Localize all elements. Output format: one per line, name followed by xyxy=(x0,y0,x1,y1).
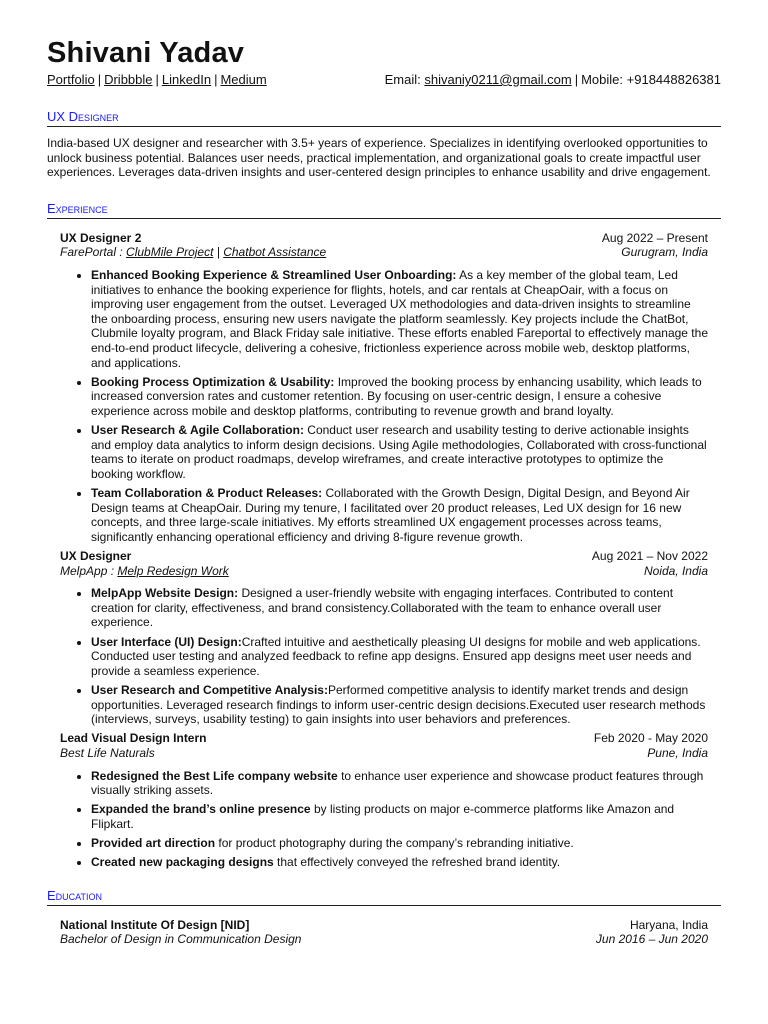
list-item: • User Research & Agile Collaboration: Conduct user research and usability testing to derive actionable insights and employ data analytics to inform design decisions. Using Agile methodologies, Collaborated with cross-functional teams to iterate on product roadmaps, develop wireframes, and create interactive prototypes to optimize the booking workflow. xyxy=(91,423,708,481)
job-company: MelpApp xyxy=(60,563,108,578)
summary-text: India-based UX designer and researcher with 3.5+ years of experience. Specializes in identifying overlooked opportunities to unlock business potential. Balances user needs, practical implementation, and organizational goals to create impactful user experiences. Leverages data-driven insights and user-centered design principles to enhance usability and drive engagement. xyxy=(47,136,711,180)
list-item: • Booking Process Optimization & Usability: Improved the booking process by enhancing usability, which leads to increased conversion rates and customer retention. By focusing on user-centric design, I ensure a cohesive experience across mobile and desktop platforms, contributing to revenue growth and brand loyalty. xyxy=(91,375,708,419)
education-entry xyxy=(47,918,721,947)
candidate-name: Shivani Yadav xyxy=(47,37,245,69)
project-link-chatbot[interactable]: Chatbot Assistance xyxy=(223,245,327,260)
list-item: • Team Collaboration & Product Releases: Collaborated with the Growth Design, Digital Design, and Beyond Air Design teams at CheapOair. During my tenure, I facilitated over 20 product releases, Led UX design for 16 new concepts, and three large-scale initiatives. My efforts streamlined UX engagement processes across teams, significantly enhancing operational efficiency and driving 8-figure revenue growth. xyxy=(91,486,708,544)
list-item: • User Interface (UI) Design:Crafted intuitive and aesthetically pleasing UI designs for mobile and web applications. Conducted user testing and analyzed feedback to refine app designs. Ensured app designs meet user needs and provide a seamless experience. xyxy=(91,635,708,679)
medium-link[interactable]: Medium xyxy=(220,72,267,87)
portfolio-link[interactable]: Portfolio xyxy=(47,72,95,87)
linkedin-link[interactable]: LinkedIn xyxy=(161,72,212,87)
education-dates: Jun 2016 – Jun 2020 xyxy=(595,932,708,947)
list-item: • Expanded the brand’s online presence by listing products on major e-commerce platforms like Amazon and Flipkart. xyxy=(91,802,708,831)
job-location: Gurugram, India xyxy=(621,245,708,260)
job-bullets xyxy=(60,268,708,544)
job-entry-melpapp xyxy=(47,549,721,727)
project-link-clubmile[interactable]: ClubMile Project xyxy=(126,245,214,260)
profile-links: Portfolio | Dribbble | LinkedIn | Medium xyxy=(47,72,267,87)
contact-details: Email: shivaniy0211@gmail.com | Mobile: +918448826381 xyxy=(384,72,721,87)
job-location: Noida, India xyxy=(643,563,708,578)
project-link-melp-redesign[interactable]: Melp Redesign Work xyxy=(117,563,229,578)
job-company-line: FarePortal : ClubMile Project | Chatbot Assistance xyxy=(60,245,327,260)
job-company: Best Life Naturals xyxy=(60,745,155,760)
job-entry-best-life xyxy=(47,731,721,870)
contact-row xyxy=(47,72,721,88)
school-name: National Institute Of Design [NID] xyxy=(60,917,250,932)
degree: Bachelor of Design in Communication Design xyxy=(60,932,302,947)
section-title-summary: UX Designer xyxy=(47,109,721,127)
email-link[interactable]: shivaniy0211@gmail.com xyxy=(424,72,572,87)
job-dates: Feb 2020 - May 2020 xyxy=(593,731,708,746)
list-item: • Provided art direction for product photography during the company’s rebranding initiative. xyxy=(91,836,708,851)
job-role: UX Designer 2 xyxy=(60,230,142,245)
mobile-number: +918448826381 xyxy=(626,72,721,87)
job-entry-fareportal xyxy=(47,231,721,545)
list-item: • Created new packaging designs that effectively conveyed the refreshed brand identity. xyxy=(91,855,708,870)
list-item: • Enhanced Booking Experience & Streamlined User Onboarding: As a key member of the global team, Led initiatives to enhance the booking experience for flights, hotels, and car rentals at CheapOair, with a focus on improving user engagement from the outset. Leveraged UX methodologies and data-driven insights to streamline the onboarding process, ensuring new users navigate the platform seamlessly. Key projects include the ChatBot, Clubmile loyalty program, and Black Friday sale initiative. These efforts enabled Fareportal to effectively manage the end-to-end product lifecycle, delivering a cohesive, frictionless experience across mobile web, desktop platforms, and applications. xyxy=(91,268,708,370)
job-dates: Aug 2022 – Present xyxy=(601,230,708,245)
list-item: • User Research and Competitive Analysis:Performed competitive analysis to identify market trends and design opportunities. Leveraged research findings to inform user-centric design decisions.Executed user research methods (interviews, surveys, usability testing) to gain insights into user behaviors and preferences. xyxy=(91,683,708,727)
dribbble-link[interactable]: Dribbble xyxy=(104,72,153,87)
job-company: FarePortal xyxy=(60,245,117,260)
job-bullets xyxy=(60,769,708,870)
section-title-education: Education xyxy=(47,888,721,906)
job-location: Pune, India xyxy=(647,745,708,760)
list-item: • Redesigned the Best Life company website to enhance user experience and showcase product features through visually striking assets. xyxy=(91,769,708,798)
section-title-experience: Experience xyxy=(47,201,721,219)
job-role: Lead Visual Design Intern xyxy=(60,731,207,746)
job-bullets xyxy=(60,586,708,727)
email-label: Email: xyxy=(384,72,421,87)
job-dates: Aug 2021 – Nov 2022 xyxy=(591,549,708,564)
list-item: • MelpApp Website Design: Designed a user-friendly website with engaging interfaces. Contributed to content creation for clarity, effectiveness, and brand consistency.Collaborated with the team to enhance overall user experience. xyxy=(91,586,708,630)
job-company-line: MelpApp : Melp Redesign Work xyxy=(60,563,229,578)
job-role: UX Designer xyxy=(60,549,132,564)
school-location: Haryana, India xyxy=(629,917,708,932)
mobile-label: Mobile: xyxy=(581,72,624,87)
